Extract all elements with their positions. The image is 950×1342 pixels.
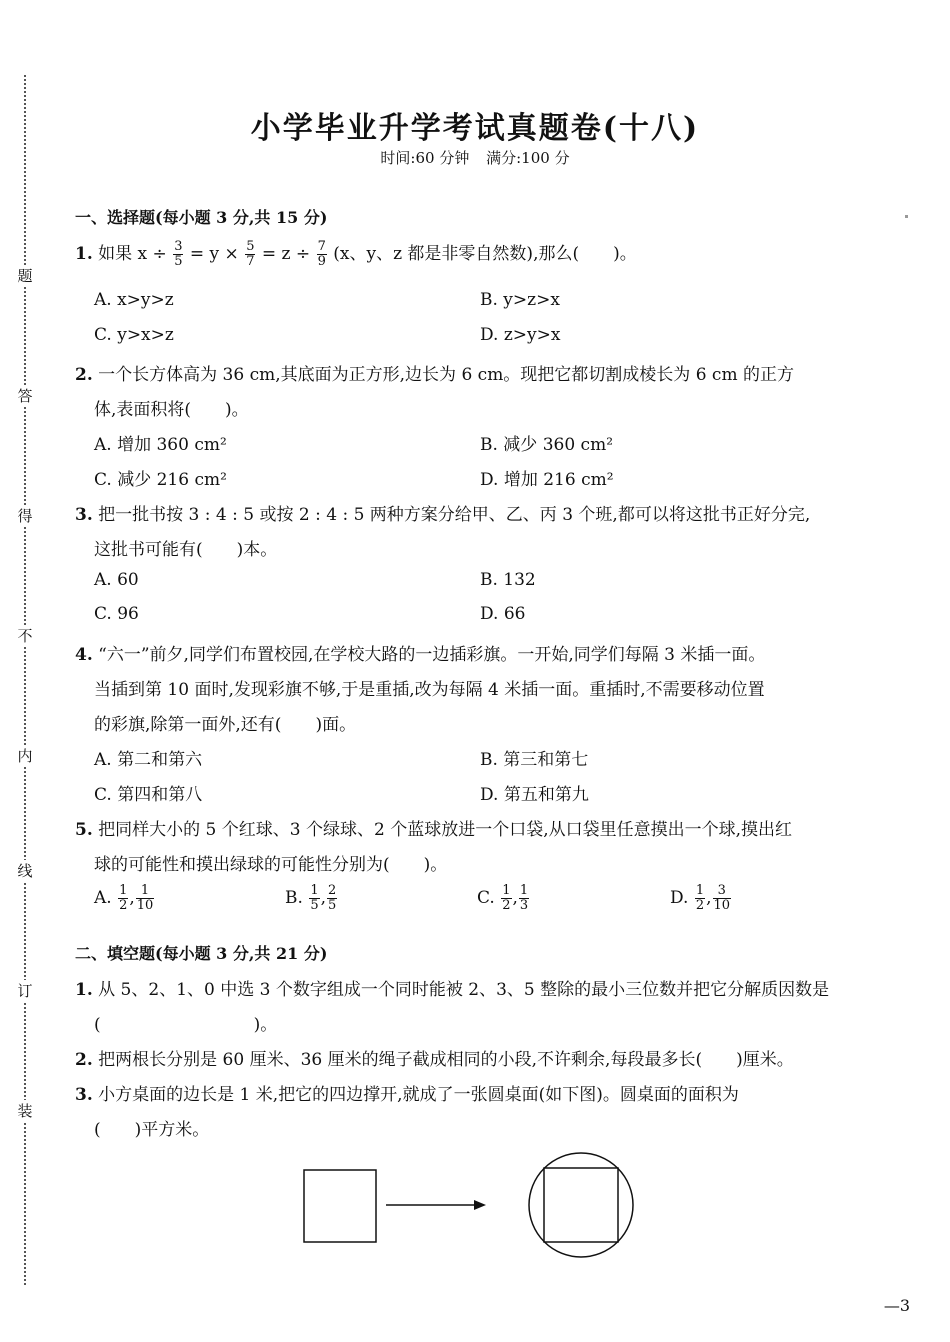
option-label: C. xyxy=(477,888,495,908)
page-number: —3 xyxy=(883,1296,910,1315)
q1-text-post: (x、y、z 都是非零自然数),那么( )。 xyxy=(333,244,637,264)
option-b: B. 减少 360 cm² xyxy=(480,435,614,455)
binding-char: 题 xyxy=(17,267,33,285)
section-heading-choice: 一、选择题(每小题 3 分,共 15 分) xyxy=(75,208,328,227)
option-d: D. 第五和第九 xyxy=(480,785,589,805)
option-c: C. 减少 216 cm² xyxy=(94,470,227,490)
fraction: $\frac{3}{10}$ xyxy=(713,883,731,913)
binding-char: 得 xyxy=(17,507,33,525)
q4-line-3: 的彩旗,除第一面外,还有( )面。 xyxy=(94,715,357,735)
fill-question-2-stem xyxy=(75,1045,875,1070)
exam-meta xyxy=(0,147,950,168)
option-b: B. $\frac{1}{5}$ , $\frac{2}{5}$ xyxy=(285,883,337,913)
option-d: D. 增加 216 cm² xyxy=(480,470,614,490)
fq3-line-1: 小方桌面的边长是 1 米,把它的四边撑开,就成了一张圆桌面(如下图)。圆桌面的面积为 xyxy=(98,1085,739,1105)
option-label: B. xyxy=(285,888,303,908)
question-number: 2. xyxy=(75,365,93,385)
fraction: $\frac{1}{10}$ xyxy=(136,883,154,913)
arrow-head-icon xyxy=(474,1200,486,1210)
question-number: 2. xyxy=(75,1050,93,1070)
option-d: D. z>y>x xyxy=(480,325,561,345)
binding-char: 订 xyxy=(17,982,33,1000)
fraction: $\frac{1}{2}$ xyxy=(119,883,128,913)
option-c: C. $\frac{1}{2}$ , $\frac{1}{3}$ xyxy=(477,883,529,913)
q3-line-1: 把一批书按 3 : 4 : 5 或按 2 : 4 : 5 两种方案分给甲、乙、丙 3 个班,都可以将这批书正好分完, xyxy=(98,505,811,525)
option-b: B. 132 xyxy=(480,570,536,590)
fq1-line-1: 从 5、2、1、0 中选 3 个数字组成一个同时能被 2、3、5 整除的最小三位数并把它分解质因数是 xyxy=(98,980,830,1000)
binding-char: 内 xyxy=(17,747,33,765)
option-d: D. 66 xyxy=(480,604,526,624)
q1-text-mid1: = y × xyxy=(189,244,239,264)
fraction: $\frac{1}{2}$ xyxy=(502,883,511,913)
binding-char: 装 xyxy=(17,1102,33,1120)
question-number: 4. xyxy=(75,645,93,665)
fraction: $\frac{2}{5}$ xyxy=(328,883,337,913)
square-table-shape xyxy=(304,1170,376,1242)
q4-line-1: “六一”前夕,同学们布置校园,在学校大路的一边插彩旗。一开始,同学们每隔 3 米插一面。 xyxy=(98,645,766,665)
section-heading-fill: 二、填空题(每小题 3 分,共 21 分) xyxy=(75,944,328,963)
question-number: 5. xyxy=(75,820,93,840)
q1-text-pre: 如果 x ÷ xyxy=(98,244,167,264)
binding-char: 答 xyxy=(17,387,33,405)
exam-score: 满分:100 分 xyxy=(486,149,570,167)
binding-char: 不 xyxy=(17,627,33,645)
binding-char: 线 xyxy=(17,862,33,880)
q3-line-2: 这批书可能有( )本。 xyxy=(94,540,278,560)
q2-line-1: 一个长方体高为 36 cm,其底面为正方形,边长为 6 cm。现把它都切割成棱长为 6 cm 的正方 xyxy=(98,365,794,385)
inscribed-square-shape xyxy=(544,1168,618,1242)
option-a: A. 60 xyxy=(94,570,139,590)
option-a: A. x>y>z xyxy=(94,290,174,310)
question-5-stem xyxy=(75,815,875,840)
question-2-stem xyxy=(75,360,875,385)
option-a: A. 增加 360 cm² xyxy=(94,435,227,455)
option-c: C. 第四和第八 xyxy=(94,785,203,805)
fraction: $\frac{1}{5}$ xyxy=(310,883,319,913)
question-number: 3. xyxy=(75,505,93,525)
q2-line-2: 体,表面积将( )。 xyxy=(94,400,249,420)
question-number: 1. xyxy=(75,244,93,264)
question-3-stem xyxy=(75,500,875,525)
question-number: 3. xyxy=(75,1085,93,1105)
option-c: C. 96 xyxy=(94,604,139,624)
fraction: $\frac{5}{7}$ xyxy=(246,239,255,269)
q1-text-mid2: = z ÷ xyxy=(261,244,311,264)
option-b: B. 第三和第七 xyxy=(480,750,589,770)
table-transformation-figure xyxy=(290,1148,650,1260)
question-number: 1. xyxy=(75,980,93,1000)
option-a: A. $\frac{1}{2}$ , $\frac{1}{10}$ xyxy=(94,883,154,913)
option-c: C. y>x>z xyxy=(94,325,174,345)
q5-line-1: 把同样大小的 5 个红球、3 个绿球、2 个蓝球放进一个口袋,从口袋里任意摸出一个球,摸出红 xyxy=(98,820,793,840)
q5-line-2: 球的可能性和摸出绿球的可能性分别为( )。 xyxy=(94,855,448,875)
fraction: $\frac{3}{5}$ xyxy=(174,239,183,269)
fq2-line-1: 把两根长分别是 60 厘米、36 厘米的绳子截成相同的小段,不许剩余,每段最多长( )厘米。 xyxy=(98,1050,794,1070)
fill-question-3-stem xyxy=(75,1080,875,1105)
option-d: D. $\frac{1}{2}$ , $\frac{3}{10}$ xyxy=(670,883,731,913)
question-4-stem xyxy=(75,640,875,665)
fq3-line-2: ( )平方米。 xyxy=(94,1120,210,1140)
option-a: A. 第二和第六 xyxy=(94,750,203,770)
option-b: B. y>z>x xyxy=(480,290,560,310)
scan-speck xyxy=(905,215,908,218)
fraction: $\frac{1}{3}$ xyxy=(519,883,529,913)
fill-question-1-stem xyxy=(75,975,875,1000)
exam-time: 时间:60 分钟 xyxy=(380,149,470,167)
question-1-stem xyxy=(75,239,875,269)
option-label: D. xyxy=(670,888,689,908)
option-label: A. xyxy=(94,888,112,908)
fq1-line-2: ( )。 xyxy=(94,1015,278,1035)
q4-line-2: 当插到第 10 面时,发现彩旗不够,于是重插,改为每隔 4 米插一面。重插时,不需要移动位置 xyxy=(94,680,765,700)
fraction: $\frac{1}{2}$ xyxy=(695,883,705,913)
fraction: $\frac{7}{9}$ xyxy=(317,239,326,269)
page-title: 小学毕业升学考试真题卷(十八) xyxy=(250,111,700,146)
